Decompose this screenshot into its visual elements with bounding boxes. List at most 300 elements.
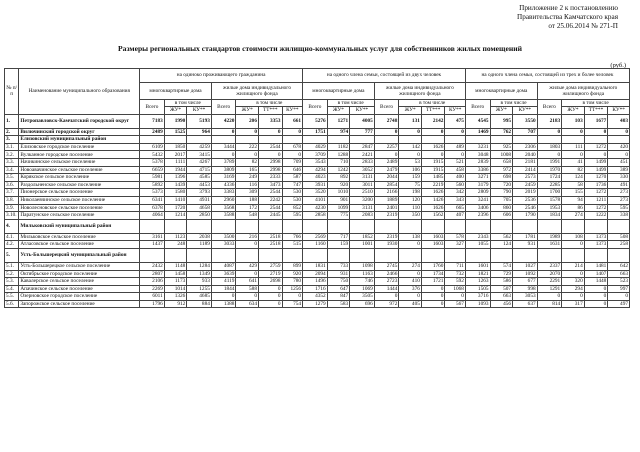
value-cell	[303, 136, 328, 144]
value-cell: 0	[258, 128, 282, 136]
value-cell: 0	[399, 241, 422, 249]
value-cell: 3588	[211, 212, 236, 220]
row-name: Пионерское сельское поселение	[19, 189, 140, 197]
value-cell: 3383	[211, 189, 236, 197]
value-cell: 3550	[513, 114, 538, 128]
value-cell: 1469	[465, 128, 490, 136]
value-cell: 2044	[374, 174, 399, 182]
value-cell: 2319	[374, 212, 399, 220]
value-cell: 4715	[187, 166, 212, 174]
value-cell: 1889	[374, 196, 399, 204]
row-name: Паратунское сельское поселение	[19, 212, 140, 220]
value-cell: 2343	[465, 233, 490, 241]
value-cell: 2038	[187, 233, 212, 241]
row-number: 5.3.	[5, 278, 19, 286]
value-cell: 2466	[374, 270, 399, 278]
value-cell: 595	[282, 212, 303, 220]
value-cell: 1111	[164, 158, 187, 166]
value-cell	[445, 136, 466, 144]
value-cell: 3639	[211, 270, 236, 278]
value-cell: 0	[608, 151, 630, 159]
value-cell: 1724	[537, 174, 562, 182]
value-cell: 124	[490, 241, 513, 249]
value-cell: 2544	[258, 204, 282, 212]
value-cell: 732	[445, 270, 466, 278]
value-cell: 0	[608, 293, 630, 301]
value-cell: 3543	[303, 158, 328, 166]
value-cell: 1148	[164, 262, 187, 270]
value-cell: 606	[490, 212, 513, 220]
row-name: Елизовское городское поселение	[19, 143, 140, 151]
value-cell: 6378	[140, 204, 165, 212]
col-name-header: Наименование муниципального образования	[19, 69, 140, 115]
value-cell: 972	[490, 166, 513, 174]
row-name: Усть-Большерецкий муниципальный район	[19, 248, 140, 262]
value-cell: 2291	[537, 278, 562, 286]
g2-izhs-incl: в том числе	[399, 100, 466, 107]
value-cell: 1990	[164, 114, 187, 128]
value-cell	[490, 219, 513, 233]
g1-izhs-incl: в том числе	[236, 100, 303, 107]
value-cell: 1720	[164, 204, 187, 212]
table-row	[5, 143, 630, 151]
value-cell: 4585	[187, 174, 212, 182]
value-cell: 138	[399, 233, 422, 241]
value-cell: 53	[399, 158, 422, 166]
value-cell: 216	[236, 233, 259, 241]
value-cell: 766	[282, 233, 303, 241]
value-cell: 106	[399, 166, 422, 174]
value-cell: 634	[236, 300, 259, 308]
value-cell: 508	[608, 233, 630, 241]
value-cell	[327, 136, 350, 144]
value-cell: 2432	[140, 262, 165, 270]
value-cell: 1242	[327, 166, 350, 174]
value-cell: 2396	[465, 212, 490, 220]
value-cell: 717	[327, 233, 350, 241]
value-cell: 338	[608, 212, 630, 220]
value-cell: 0	[584, 151, 608, 159]
row-name: Усть-Большерецкое сельское поселение	[19, 262, 140, 270]
value-cell: 317	[562, 300, 585, 308]
value-cell: 5193	[187, 114, 212, 128]
value-cell: 206	[236, 114, 259, 128]
row-number: 5.4.	[5, 285, 19, 293]
value-cell: 342	[445, 189, 466, 197]
value-cell: 696	[350, 300, 375, 308]
value-cell: 515	[282, 241, 303, 249]
table-row	[5, 212, 630, 220]
value-cell: 3809	[211, 166, 236, 174]
value-cell: 108	[562, 233, 585, 241]
value-cell: 5981	[140, 174, 165, 182]
value-cell: 0	[445, 151, 466, 159]
value-cell: 0	[608, 128, 630, 136]
value-cell: 2544	[258, 143, 282, 151]
value-cell: 663	[608, 270, 630, 278]
standards-table	[4, 68, 630, 308]
value-cell: 0	[258, 285, 282, 293]
value-cell: 0	[399, 151, 422, 159]
value-cell: 456	[490, 300, 513, 308]
value-cell: 2998	[258, 158, 282, 166]
value-cell	[399, 136, 422, 144]
value-cell: 4259	[187, 143, 212, 151]
value-cell: 2142	[421, 114, 445, 128]
value-cell: 1272	[584, 189, 608, 197]
value-cell: 1448	[584, 278, 608, 286]
header-line-1: Приложение 2 к постановлению	[519, 4, 618, 12]
value-cell: 1388	[211, 300, 236, 308]
row-name: Начикинское сельское поселение	[19, 158, 140, 166]
value-cell: 1123	[164, 233, 187, 241]
value-cell: 1677	[584, 114, 608, 128]
value-cell: 1734	[421, 270, 445, 278]
value-cell: 2854	[374, 181, 399, 189]
table-row	[5, 219, 630, 233]
value-cell: 595	[608, 204, 630, 212]
value-cell	[421, 136, 445, 144]
g3-mkd-header: многоквартирные дома	[465, 83, 537, 100]
table-head	[5, 69, 630, 115]
value-cell: 3011	[350, 181, 375, 189]
value-cell: 403	[608, 114, 630, 128]
value-cell: 2807	[140, 270, 165, 278]
value-cell: 2333	[258, 174, 282, 182]
value-cell: 1458	[164, 270, 187, 278]
value-cell: 860	[490, 204, 513, 212]
value-cell: 1444	[374, 285, 399, 293]
value-cell: 1525	[164, 128, 187, 136]
value-cell: 2510	[350, 189, 375, 197]
value-cell	[445, 248, 466, 262]
value-cell: 2833	[350, 158, 375, 166]
row-number: 3.7.	[5, 189, 19, 197]
value-cell: 729	[490, 270, 513, 278]
value-cell: 0	[258, 300, 282, 308]
value-cell: 1069	[350, 285, 375, 293]
value-cell: 0	[399, 293, 422, 301]
value-cell: 3271	[465, 174, 490, 182]
value-cell: 1496	[303, 278, 328, 286]
value-cell: 507	[490, 285, 513, 293]
value-cell	[399, 248, 422, 262]
value-cell: 6109	[140, 143, 165, 151]
value-cell: 3386	[465, 166, 490, 174]
value-cell: 1930	[374, 241, 399, 249]
row-number: 3.4.	[5, 166, 19, 174]
row-number: 3.8.	[5, 196, 19, 204]
value-cell: 0	[562, 293, 585, 301]
row-name: Мильковское сельское поселение	[19, 233, 140, 241]
row-name: Атласовское сельское поселение	[19, 241, 140, 249]
header-line-3: от 25.06.2014 № 271-П	[548, 22, 618, 30]
value-cell: 4294	[303, 166, 328, 174]
value-cell: 2536	[513, 196, 538, 204]
value-cell: 5432	[140, 151, 165, 159]
value-cell: 1291	[537, 285, 562, 293]
row-number: 3.9.	[5, 204, 19, 212]
value-cell: 2518	[258, 233, 282, 241]
value-cell: 646	[282, 166, 303, 174]
value-cell: 642	[608, 262, 630, 270]
value-cell: 750	[327, 278, 350, 286]
value-cell: 0	[562, 241, 585, 249]
value-cell: 0	[236, 270, 259, 278]
value-cell: 3789	[211, 158, 236, 166]
value-cell	[164, 136, 187, 144]
table-row	[5, 181, 630, 189]
value-cell: 3179	[465, 181, 490, 189]
value-cell: 0	[584, 285, 608, 293]
value-cell: 0	[236, 128, 259, 136]
value-cell: 1426	[421, 196, 445, 204]
value-cell	[537, 248, 562, 262]
table-row	[5, 241, 630, 249]
value-cell: 4267	[187, 158, 212, 166]
value-cell: 3568	[211, 204, 236, 212]
value-cell	[258, 219, 282, 233]
value-cell: 3716	[465, 293, 490, 301]
group-2-header: на одного члена семьи, состоящей из двух человек	[303, 69, 466, 83]
value-cell: 2040	[513, 151, 538, 159]
value-cell: 4931	[187, 196, 212, 204]
table-row	[5, 174, 630, 182]
value-cell: 1068	[445, 285, 466, 293]
value-cell	[374, 219, 399, 233]
table-row	[5, 262, 630, 270]
value-cell: 931	[327, 270, 350, 278]
value-cell: 1626	[421, 204, 445, 212]
table-row	[5, 158, 630, 166]
g3-izhs-tt: ТТ***	[584, 107, 608, 114]
value-cell: 2546	[513, 204, 538, 212]
value-cell: 4005	[350, 114, 375, 128]
value-cell: 248	[164, 241, 187, 249]
header-line-2: Правительства Камчатского края	[517, 13, 618, 21]
value-cell: 762	[490, 128, 513, 136]
value-cell: 1626	[421, 189, 445, 197]
value-cell: 4087	[211, 262, 236, 270]
value-cell	[187, 248, 212, 262]
value-cell: 912	[164, 300, 187, 308]
g2-izhs-tt: ТТ***	[421, 107, 445, 114]
value-cell: 1027	[513, 262, 538, 270]
value-cell: 2106	[140, 278, 165, 286]
row-name: Кавалерское сельское поселение	[19, 278, 140, 286]
value-cell: 0	[421, 285, 445, 293]
value-cell: 2337	[537, 262, 562, 270]
value-cell	[211, 248, 236, 262]
value-cell: 3131	[350, 204, 375, 212]
value-cell: 2414	[513, 166, 538, 174]
value-cell: 1790	[513, 212, 538, 220]
value-cell: 343	[445, 196, 466, 204]
value-cell: 1915	[421, 166, 445, 174]
value-cell: 562	[490, 233, 513, 241]
value-cell: 451	[608, 158, 630, 166]
value-cell: 94	[562, 196, 585, 204]
value-cell	[608, 219, 630, 233]
g2-mkd-zhu: ЖУ*	[327, 107, 350, 114]
value-cell: 2479	[374, 166, 399, 174]
row-number: 4.1.	[5, 233, 19, 241]
value-cell: 0	[421, 300, 445, 308]
value-cell	[465, 219, 490, 233]
value-cell: 131	[399, 114, 422, 128]
value-cell: 249	[236, 174, 259, 182]
value-cell: 1944	[164, 166, 187, 174]
value-cell: 588	[236, 285, 259, 293]
value-cell	[258, 136, 282, 144]
value-cell: 1852	[350, 233, 375, 241]
value-cell: 1751	[303, 128, 328, 136]
g1-izhs-total: Всего	[211, 100, 236, 115]
value-cell: 4220	[211, 114, 236, 128]
value-cell	[236, 248, 259, 262]
value-cell: 142	[399, 143, 422, 151]
row-name: Николаевчинское сельское поселение	[19, 196, 140, 204]
value-cell: 1255	[187, 285, 212, 293]
value-cell: 4685	[187, 293, 212, 301]
value-cell: 0	[258, 151, 282, 159]
value-cell	[490, 248, 513, 262]
value-cell: 0	[374, 128, 399, 136]
g3-mkd-ku: КУ**	[513, 107, 538, 114]
value-cell: 974	[327, 128, 350, 136]
g2-izhs-header: жилые дома индивидуального жилищного фонда	[374, 83, 465, 100]
value-cell: 847	[327, 293, 350, 301]
value-cell: 0	[211, 293, 236, 301]
table-row	[5, 151, 630, 159]
value-cell: 933	[187, 278, 212, 286]
value-cell: 2847	[350, 143, 375, 151]
value-cell	[465, 248, 490, 262]
value-cell: 997	[608, 285, 630, 293]
value-cell: 258	[608, 241, 630, 249]
value-cell	[584, 219, 608, 233]
row-name: Вилючинский городской округ	[19, 128, 140, 136]
value-cell	[140, 136, 165, 144]
value-cell: 1349	[187, 270, 212, 278]
value-cell: 1760	[421, 262, 445, 270]
value-cell: 3505	[350, 293, 375, 301]
value-cell: 548	[236, 212, 259, 220]
value-cell: 1014	[164, 285, 187, 293]
value-cell: 665	[445, 204, 466, 212]
value-cell: 0	[282, 293, 303, 301]
g3-izhs-header: жилые дома индивидуального жилищного фонда	[537, 83, 629, 100]
row-number: 5.1.	[5, 262, 19, 270]
value-cell: 1263	[465, 278, 490, 286]
row-number: 4.	[5, 219, 19, 233]
value-cell	[445, 219, 466, 233]
value-cell: 6659	[140, 166, 165, 174]
value-cell: 1271	[327, 114, 350, 128]
value-cell: 491	[608, 181, 630, 189]
value-cell: 2569	[303, 233, 328, 241]
value-cell	[236, 136, 259, 144]
value-cell: 1578	[537, 196, 562, 204]
value-cell: 1284	[187, 262, 212, 270]
value-cell	[140, 219, 165, 233]
row-name: Новолесновское сельское поселение	[19, 204, 140, 212]
value-cell	[164, 219, 187, 233]
value-cell: 0	[258, 293, 282, 301]
g1-mkd-ku: КУ**	[187, 107, 212, 114]
row-name: Апачинское сельское поселение	[19, 285, 140, 293]
value-cell: 1485	[421, 174, 445, 182]
value-cell: 1222	[584, 212, 608, 220]
value-cell: 1437	[140, 241, 165, 249]
value-cell: 1821	[465, 270, 490, 278]
value-cell: 429	[236, 262, 259, 270]
value-cell: 1481	[584, 262, 608, 270]
value-cell: 0	[562, 270, 585, 278]
value-cell: 661	[282, 114, 303, 128]
value-cell: 2269	[140, 285, 165, 293]
table-row	[5, 233, 630, 241]
g1-izhs-zhu: ЖУ*	[236, 107, 259, 114]
value-cell: 1803	[537, 143, 562, 151]
row-name: Октябрьское городское поселение	[19, 270, 140, 278]
value-cell	[537, 219, 562, 233]
value-cell	[327, 219, 350, 233]
g2-mkd-ku: КУ**	[350, 107, 375, 114]
value-cell	[350, 219, 375, 233]
g3-mkd-zhu: ЖУ*	[490, 107, 513, 114]
value-cell: 1716	[303, 285, 328, 293]
value-cell	[513, 248, 538, 262]
row-number: 5.2.	[5, 270, 19, 278]
value-cell	[562, 248, 585, 262]
row-name: Новоавачинское сельское поселение	[19, 166, 140, 174]
value-cell: 592	[445, 278, 466, 286]
value-cell: 3500	[211, 233, 236, 241]
value-cell	[584, 248, 608, 262]
value-cell: 698	[490, 174, 513, 182]
value-cell: 2748	[374, 114, 399, 128]
value-cell	[282, 248, 303, 262]
value-cell: 567	[445, 300, 466, 308]
value-cell: 641	[236, 278, 259, 286]
value-cell: 124	[562, 174, 585, 182]
value-cell: 1700	[537, 189, 562, 197]
value-cell: 3520	[303, 189, 328, 197]
value-cell: 2445	[258, 212, 282, 220]
value-cell	[374, 248, 399, 262]
value-cell: 376	[399, 285, 422, 293]
value-cell: 159	[399, 174, 422, 182]
value-cell: 2544	[258, 189, 282, 197]
value-cell	[303, 219, 328, 233]
table-row	[5, 270, 630, 278]
value-cell: 159	[327, 241, 350, 249]
value-cell: 1001	[350, 241, 375, 249]
row-number: 4.2.	[5, 241, 19, 249]
g2-mkd-header: многоквартирные дома	[303, 83, 375, 100]
value-cell: 222	[236, 143, 259, 151]
value-cell: 2745	[374, 262, 399, 270]
value-cell: 2017	[164, 151, 187, 159]
value-cell: 583	[327, 300, 350, 308]
value-cell: 458	[445, 166, 466, 174]
value-cell: 560	[445, 181, 466, 189]
value-cell: 4029	[303, 143, 328, 151]
value-cell: 1834	[537, 212, 562, 220]
value-cell: 1098	[350, 262, 375, 270]
value-cell: 3473	[258, 181, 282, 189]
